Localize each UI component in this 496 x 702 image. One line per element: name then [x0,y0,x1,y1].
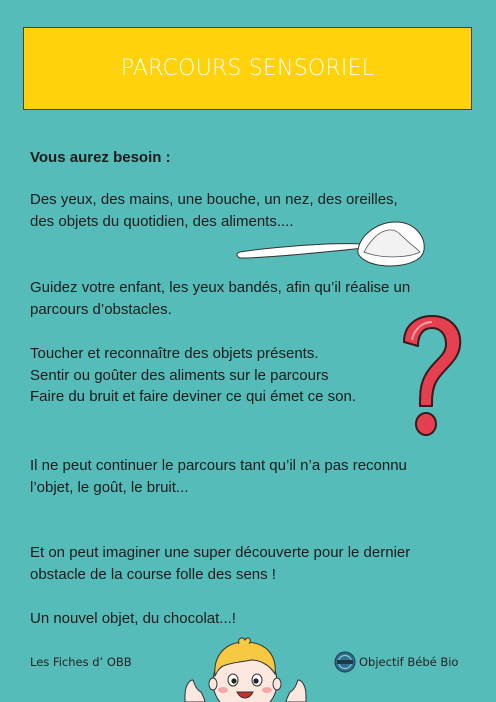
title-banner [23,27,472,110]
baby-face-icon [183,636,308,702]
imagine-paragraph [30,542,410,585]
logo-badge-icon [334,651,356,673]
question-mark-icon [398,314,464,442]
guide-line: parcours d’obstacles. [30,300,172,318]
spoon-icon [236,218,426,273]
footer-series-label: Les Fiches d’ OBB [30,655,132,669]
needs-line: des objets du quotidien, des aliments.... [30,212,294,230]
imagine-line: Et on peut imaginer une super découverte pour le dernier [30,544,411,561]
needs-line: Des yeux, des mains, une bouche, un nez, des oreilles, [30,191,398,208]
guide-paragraph [30,277,410,320]
imagine-line: obstacle de la course folle des sens ! [30,565,276,583]
closing-line: Un nouvel objet, du chocolat...! [30,610,236,627]
page-title: PARCOURS SENSORIEL [120,56,375,81]
action-line: Sentir ou goûter des aliments sur le parcours [30,366,329,384]
guide-line: Guidez votre enfant, les yeux bandés, afin qu’il réalise un [30,279,411,296]
action-line: Faire du bruit et faire deviner ce qui émet ce son. [30,388,357,405]
footer-brand [334,651,458,673]
rule-line: Il ne peut continuer le parcours tant qu’il n’a pas reconnu [30,457,407,474]
rule-paragraph [30,455,407,498]
action-line: Toucher et reconnaître des objets présents. [30,345,319,362]
brand-name: Objectif Bébé Bio [359,655,459,669]
section-heading: Vous aurez besoin : [30,149,171,166]
actions-paragraph [30,343,356,408]
rule-line: l’objet, le goût, le bruit... [30,478,189,496]
